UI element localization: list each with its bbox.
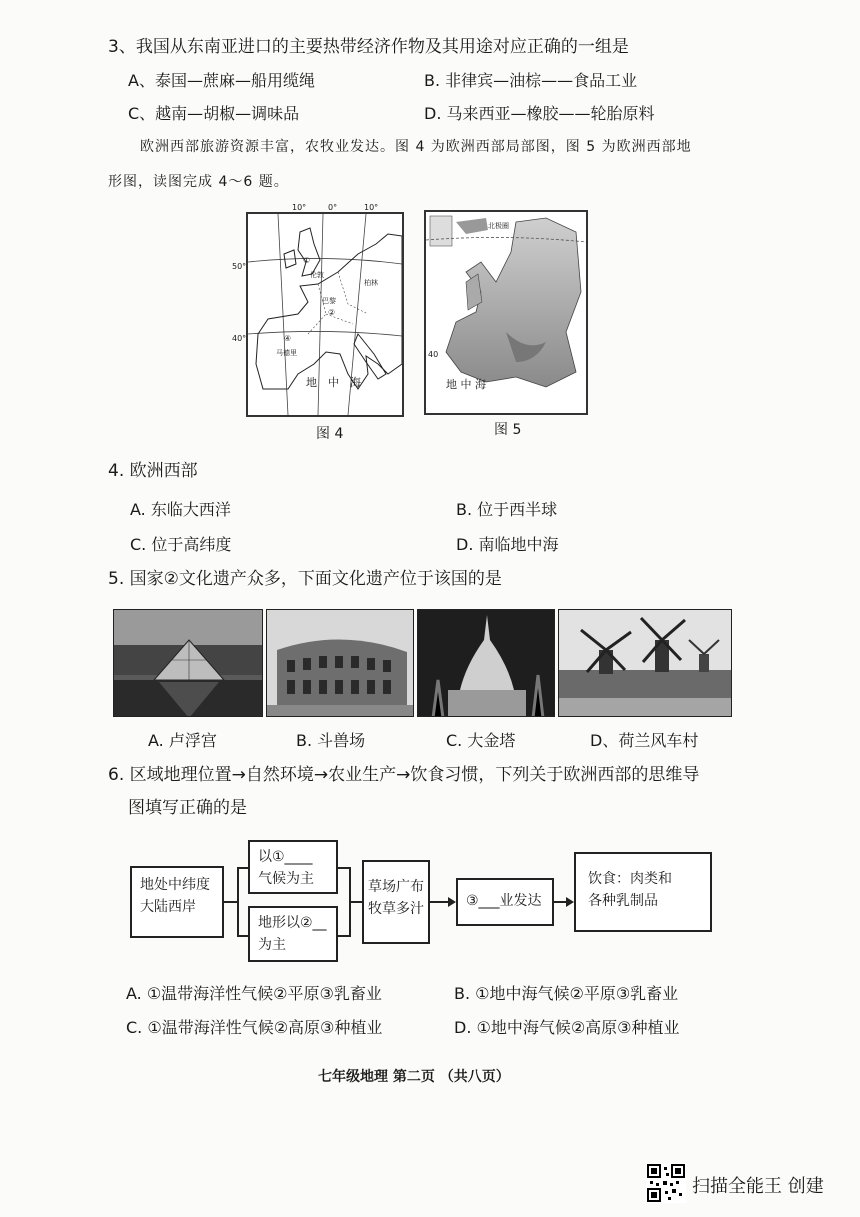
label-1: ①	[303, 256, 311, 265]
label-med-1: 地	[306, 376, 317, 389]
question-4-stem: 4. 欧洲西部	[108, 461, 198, 481]
lat-label-40: 40°	[232, 334, 247, 343]
figure-4-caption: 图 4	[316, 426, 344, 442]
med-sea-label: 地 中 海	[446, 378, 486, 391]
label-med-2: 中	[328, 376, 339, 389]
intro-line-1: 欧洲西部旅游资源丰富，农牧业发达。图 4 为欧洲西部局部图，图 5 为欧洲西部地	[140, 139, 692, 155]
q4-option-b: B. 位于西半球	[456, 500, 558, 519]
label-madrid: 马德里	[276, 349, 297, 357]
question-5-stem: 5. 国家②文化遗产众多，下面文化遗产位于该国的是	[108, 569, 502, 589]
qr-code-icon	[646, 1163, 686, 1203]
arctic-circle-label: 北极圈	[488, 222, 509, 230]
q6-option-a: A. ①温带海洋性气候②平原③乳畜业	[126, 984, 382, 1003]
q4-option-d: D. 南临地中海	[456, 535, 559, 554]
flow-box-terrain-line-2: 为主	[258, 937, 286, 953]
q3-option-b: B. 非律宾—油棕——食品工业	[424, 71, 638, 90]
label-berlin: 柏林	[364, 279, 378, 287]
flow-box-industry-text: ③___业发达	[466, 893, 542, 909]
intro-line-2: 形图，读图完成 4～6 题。	[108, 174, 289, 190]
flow-box-grassland	[362, 860, 430, 944]
flow-box-location-line-1: 地处中纬度	[140, 877, 210, 893]
q6-option-c: C. ①温带海洋性气候②高原③种植业	[126, 1018, 383, 1037]
flow-box-location	[130, 866, 224, 938]
lat-label-50: 50°	[232, 262, 247, 271]
flow-box-terrain	[248, 906, 338, 962]
label-london: 伦敦	[310, 271, 324, 279]
q4-option-c: C. 位于高纬度	[130, 535, 232, 554]
question-6-stem-2: 图填写正确的是	[128, 798, 247, 818]
figure-5-caption: 图 5	[494, 422, 522, 438]
q3-option-d: D. 马来西亚—橡胶——轮胎原料	[424, 104, 655, 123]
q6-option-d: D. ①地中海气候②高原③种植业	[454, 1018, 680, 1037]
label-med-3: 海	[350, 376, 361, 389]
flow-box-industry	[456, 878, 554, 926]
q5-option-c: C. 大金塔	[446, 731, 516, 750]
photo-colosseum	[266, 609, 414, 717]
scanner-watermark: 扫描全能王 创建	[692, 1176, 824, 1197]
flow-box-climate	[248, 840, 338, 894]
q3-option-c: C、越南—胡椒—调味品	[128, 104, 300, 123]
figure-5-map	[424, 210, 588, 415]
flow-box-climate-line-1: 以①____	[258, 849, 313, 865]
question-6-stem-1: 6. 区域地理位置→自然环境→农业生产→饮食习惯，下列关于欧洲西部的思维导	[108, 765, 700, 785]
question-3-stem: 3、我国从东南亚进口的主要热带经济作物及其用途对应正确的一组是	[108, 37, 629, 57]
photo-windmill-village	[558, 609, 732, 717]
label-paris: 巴黎	[322, 297, 336, 305]
flow-box-diet-line-1: 饮食：肉类和	[588, 871, 672, 887]
flow-box-diet	[574, 852, 712, 932]
flow-box-climate-line-2: 气候为主	[258, 871, 314, 887]
photo-shwedagon	[417, 609, 555, 717]
q3-option-a: A、泰国—蔗麻—船用缆绳	[128, 71, 315, 90]
q6-option-b: B. ①地中海气候②平原③乳畜业	[454, 984, 679, 1003]
lon-label-2: 0°	[328, 203, 338, 212]
q5-option-a: A. 卢浮宫	[148, 731, 217, 750]
figure-4-map-drawing	[248, 214, 402, 415]
q5-option-d: D、荷兰风车村	[590, 731, 699, 750]
flow-box-grassland-line-2: 牧草多汁	[368, 901, 424, 917]
page-footer: 七年级地理 第二页 （共八页）	[318, 1069, 510, 1085]
photo-louvre	[113, 609, 263, 717]
flow-box-grassland-line-1: 草场广布	[368, 879, 424, 895]
mind-map	[130, 840, 720, 965]
flow-box-location-line-2: 大陆西岸	[140, 899, 196, 915]
label-4: ④	[284, 334, 292, 343]
lon-label-3: 10°	[364, 203, 379, 212]
q5-option-b: B. 斗兽场	[296, 731, 366, 750]
q4-option-a: A. 东临大西洋	[130, 500, 231, 519]
figure-4-map	[232, 203, 404, 417]
label-2: ②	[328, 308, 336, 317]
lon-label-1: 10°	[292, 203, 307, 212]
lat-label: 40	[428, 350, 439, 359]
flow-box-terrain-line-1: 地形以②__	[258, 915, 327, 931]
flow-box-diet-line-2: 各种乳制品	[588, 893, 658, 909]
